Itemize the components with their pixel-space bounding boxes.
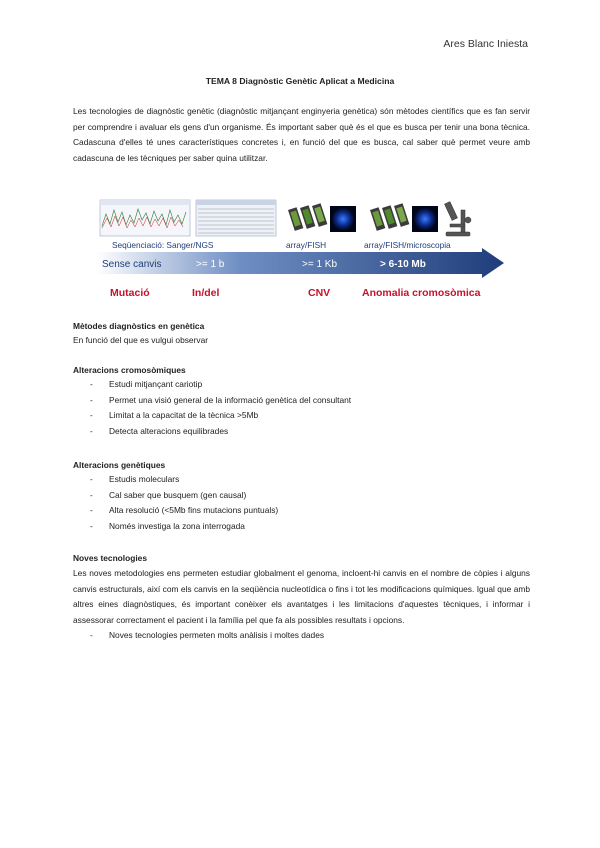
technique-label: array/FISH [286, 240, 327, 250]
array-fish-microscopy-image [370, 202, 471, 236]
section-subtitle: En funció del que es vulgui observar [73, 335, 209, 345]
new-tech-paragraph: Les noves metodologies ens permeten estudiar globalment el genoma, incloent-hi canvis en el nombre de còpies i alguns canvis estructurals, així com els canvis en la seqüència nucleotídica o fins i tot les modificacions químiques. Igual que amb altres eines diagnòstiques, és important conèixer els avantatges i les limitacions d'aquestes tècniques, i informar i assessorar correctament el pacient i la família pel que fa als possibles resultats i opcions. [73, 568, 530, 625]
list-item: - Només investiga la zona interrogada [73, 519, 530, 535]
arrow-label: >= 1 Kb [302, 259, 338, 270]
page-title: TEMA 8 Diagnòstic Genètic Aplicat a Medicina [205, 76, 395, 86]
list-item: - Estudi mitjançant cariotip [73, 377, 530, 393]
list-item: - Estudis moleculars [73, 472, 530, 488]
genetic-list [73, 472, 530, 534]
header-author: Ares Blanc Iniesta [443, 38, 528, 50]
chromosomal-section [73, 363, 530, 439]
list-item: - Noves tecnologies permeten molts anàlisis i moltes dades [73, 628, 530, 644]
list-item: - Alta resolució (<5Mb fins mutacions puntuals) [73, 503, 530, 519]
arrow-label: >= 1 b [196, 259, 225, 270]
section-heading: Mètodes diagnòstics en genètica [73, 321, 205, 331]
chromosomal-list [73, 377, 530, 439]
mutation-label: CNV [308, 287, 331, 299]
list-item: - Permet una visió general de la informació genètica del consultant [73, 393, 530, 409]
array-fish-image [288, 203, 356, 232]
section-heading: Alteracions cromosòmiques [73, 365, 186, 375]
technique-label: Seqüenciació: Sanger/NGS [112, 240, 214, 250]
mutation-label: Mutació [110, 287, 150, 299]
mutation-label: In/del [192, 287, 220, 299]
section-heading: Noves tecnologies [73, 553, 148, 563]
microscope-icon [444, 202, 471, 236]
sequencing-image [100, 200, 276, 236]
new-tech-list [73, 628, 530, 644]
mutation-label: Anomalia cromosòmica [362, 287, 481, 299]
list-item: - Cal saber que busquem (gen causal) [73, 488, 530, 504]
methods-section [73, 319, 530, 348]
arrow-label: Sense canvis [102, 259, 162, 270]
intro-paragraph: Les tecnologies de diagnòstic genètic (diagnòstic mitjançant enginyeria genètica) són mètodes científics que es fan servir per comprendre i avaluar els gens d'un organisme. És important saber què és el que es busca per tenir una bona tècnica. Cadascuna d'elles té unes característiques concretes i, en funció del que es busca, cal saber què permet veure amb cadascuna de les tècniques per saber quina utilitzar. [73, 106, 530, 163]
genetic-section [73, 458, 530, 534]
technique-label: array/FISH/microscopia [364, 240, 451, 250]
diagnostic-figure [96, 196, 506, 304]
new-tech-section [73, 551, 530, 644]
list-item: - Limitat a la capacitat de la tècnica >5Mb [73, 408, 530, 424]
list-item: - Detecta alteracions equilibrades [73, 424, 530, 440]
section-heading: Alteracions genètiques [73, 460, 166, 470]
arrow-label: > 6-10 Mb [380, 259, 426, 270]
